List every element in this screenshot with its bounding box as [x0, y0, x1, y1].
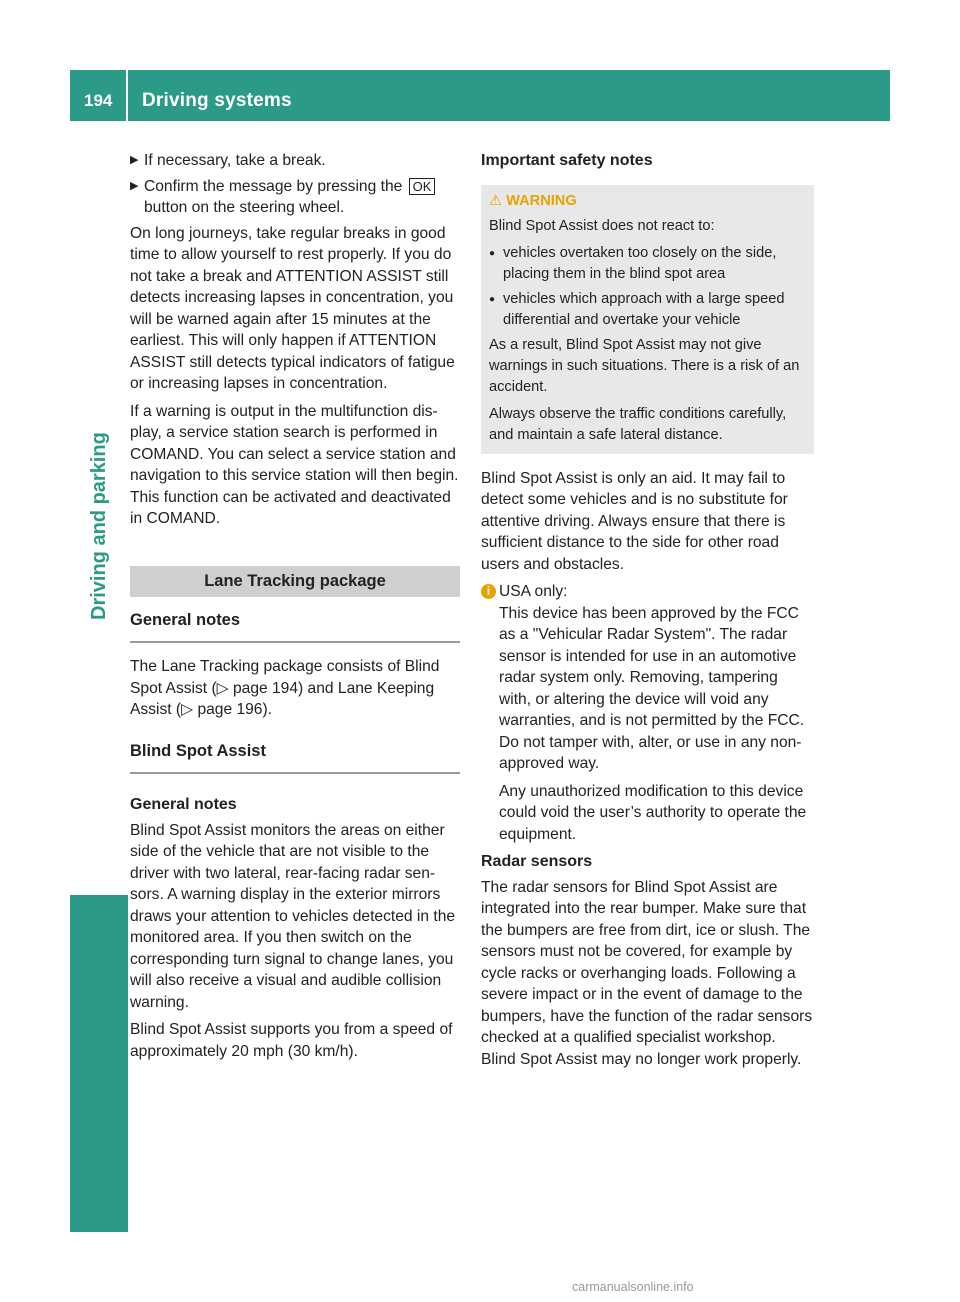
warning-paragraph: Always observe the traffic conditions carefully, and maintain a safe lateral distance. — [489, 405, 787, 443]
dot-bullet-icon: ● — [489, 293, 496, 305]
section-band — [130, 566, 460, 597]
page-number: 194 — [84, 91, 113, 110]
heading-radar-sensors: Radar sensors — [481, 853, 593, 870]
warning-title-text: WARNING — [506, 192, 577, 209]
warning-paragraph: As a result, Blind Spot Assist may not give warnings in such situations. There is a risk of an accident. — [489, 336, 800, 395]
heading-safety-notes: Important safety notes — [481, 152, 653, 169]
arrow-bullet-icon: ▶ — [130, 179, 139, 192]
warning-item — [489, 289, 806, 331]
paragraph: If a warning is output in the multifunction display, a service station search is performed in COMAND. You can select a service station and navigation to this service station will then begin. This function can be activated and deactivated in COMAND. — [130, 402, 459, 527]
dot-bullet-icon: ● — [489, 247, 496, 259]
paragraph: Blind Spot Assist is only an aid. It may fail to detect some vehicles and is no substitute for attentive driving. Always ensure that there is sufficient distance to the side for other road users and obstacles. — [481, 469, 788, 573]
step-text: If necessary, take a break. — [144, 152, 326, 169]
warning-title — [489, 191, 806, 212]
paragraph: The radar sensors for Blind Spot Assist are integrated into the rear bumper. Make sure that the bumpers are free from dirt, ice or slush. The sensors must not be covered, for example by cycle racks or overhanging loads. Following a severe impact or in the event of damage to the bumpers, have the function of the radar sensors checked at a qualified specialist workshop. Blind Spot Assist may no longer work properly. — [481, 878, 813, 1068]
arrow-bullet-icon: ▶ — [130, 154, 139, 166]
ok-key-icon: OK — [409, 178, 436, 195]
paragraph: The Lane Tracking package consists of Blind Spot Assist (▷ page 194) and Lane Keeping Assist (▷ page 196). — [130, 658, 440, 718]
side-tab-label: Driving and parking — [88, 432, 110, 620]
side-tab-block — [70, 895, 128, 1232]
left-column — [130, 150, 460, 1068]
paragraph: On long journeys, take regular breaks in good time to allow yourself to rest properly. If you do not take a break and ATTENTION ASSIST still detects increasing lapses in concentration, you will be warned again after 15 minutes at the earliest. This will only happen if ATTENTION ASSIST still detects typical indicators of fatigue or increasing lapses in concentration. — [130, 224, 455, 392]
heading-blind-spot-assist: Blind Spot Assist — [130, 741, 460, 775]
info-paragraph: This device has been approved by the FCC as a "Vehicular Radar System". The radar sensor is intended for use in an automotive radar system only. Removing, tampering with, or altering the device will void any warranties, and is not permitted by the FCC. Do not tamper with, alter, or use in any non-approved way. — [499, 604, 805, 772]
step-item — [130, 176, 460, 219]
heading-general-notes: General notes — [130, 610, 460, 644]
info-icon: i — [481, 584, 496, 599]
subheading-general-notes: General notes — [130, 796, 237, 813]
step-item — [130, 150, 460, 172]
header-divider — [126, 70, 128, 121]
info-note-title — [481, 581, 814, 603]
paragraph: Blind Spot Assist supports you from a speed of approximately 20 mph (30 km/h). — [130, 1021, 453, 1060]
info-paragraph: Any unauthorized modification to this device could void the user’s authority to operate the equipment. — [499, 782, 807, 843]
paragraph: Blind Spot Assist monitors the areas on either side of the vehicle that are not visible to the driver with two lateral, rear-facing radar sensors. A warning display in the exterior mirrors draws your attention to vehicles detected in the monitored area. If you then switch on the corresponding turn signal to change lanes, you will also receive a visual and audible collision warning. — [130, 821, 456, 1011]
right-column — [481, 150, 814, 1076]
warning-item-text: vehicles overtaken too closely on the side, placing them in the blind spot area — [503, 244, 777, 282]
warning-intro: Blind Spot Assist does not react to: — [489, 217, 715, 234]
step-text-cont: button on the steering wheel. — [144, 199, 345, 216]
warning-triangle-icon: ⚠ — [489, 192, 503, 209]
watermark-text: carmanualsonline.info — [572, 1280, 694, 1294]
step-text: Confirm the message by pressing the — [144, 177, 403, 195]
band-title: Lane Tracking package — [204, 571, 386, 590]
section-title: Driving systems — [142, 90, 292, 111]
info-title-text: USA only: — [499, 583, 568, 600]
warning-box — [481, 185, 814, 454]
warning-item — [489, 243, 806, 285]
warning-item-text: vehicles which approach with a large speed differential and overtake your vehicle — [503, 290, 785, 328]
